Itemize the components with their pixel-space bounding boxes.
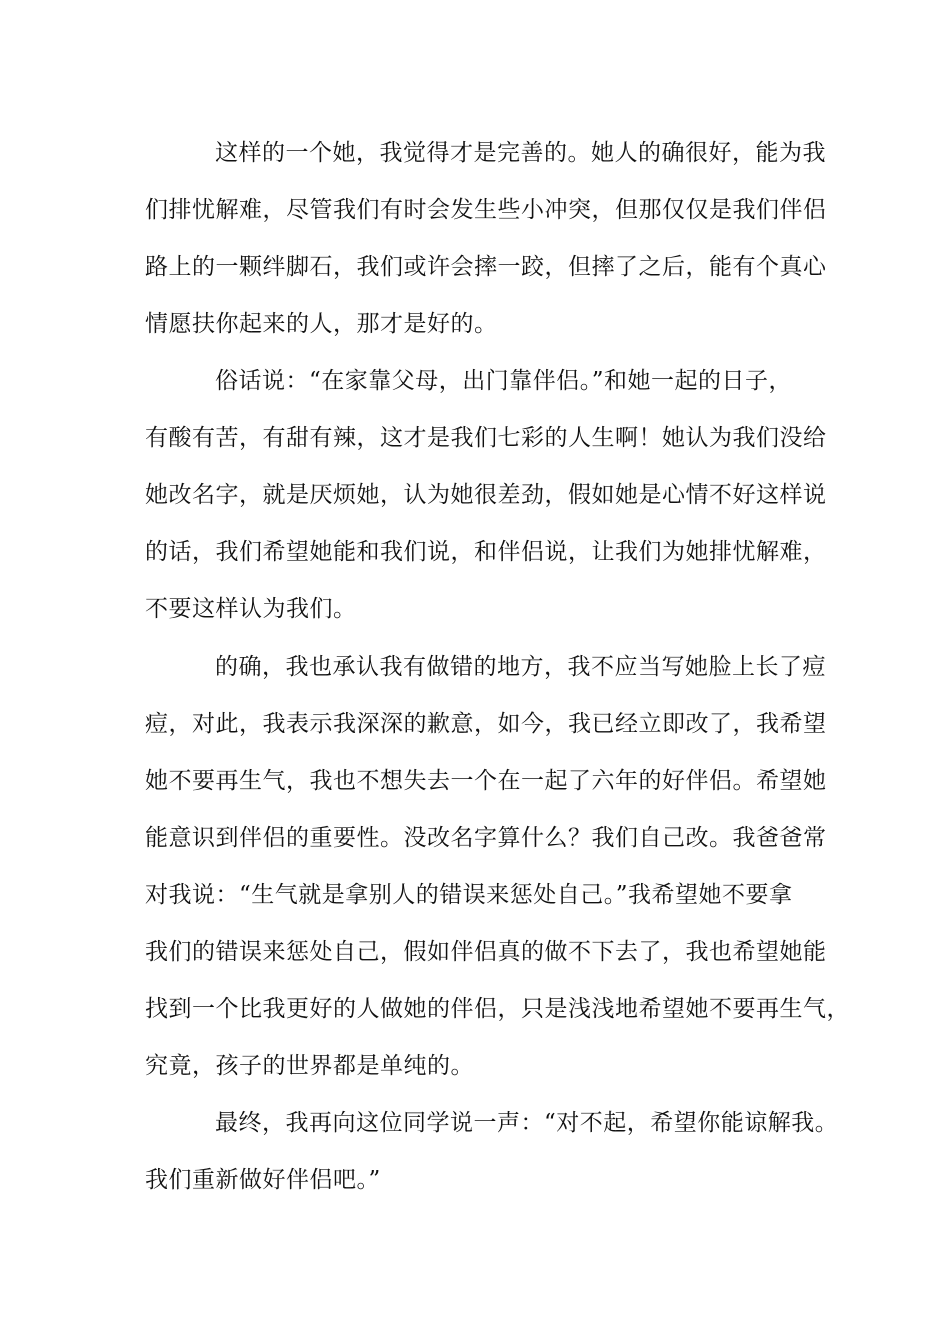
- text-line: 找到一个比我更好的人做她的伴侣，只是浅浅地希望她不要再生气，: [145, 996, 850, 1022]
- text-line: 她不要再生气，我也不想失去一个在一起了六年的好伴侣。希望她: [145, 768, 827, 794]
- text-line: 有酸有苦，有甜有辣，这才是我们七彩的人生啊！她认为我们没给: [145, 425, 827, 451]
- text-line: 的确，我也承认我有做错的地方，我不应当写她脸上长了痘: [215, 654, 826, 680]
- text-line: 痘，对此，我表示我深深的歉意，如今，我已经立即改了，我希望: [145, 711, 827, 737]
- text-line: 我们重新做好伴侣吧。”: [145, 1167, 381, 1193]
- text-line: 俗话说：“在家靠父母，出门靠伴侣。”和她一起的日子，: [215, 368, 793, 394]
- text-line: 的话，我们希望她能和我们说，和伴侣说，让我们为她排忧解难，: [145, 539, 827, 565]
- text-line: 们排忧解难，尽管我们有时会发生些小冲突，但那仅仅是我们伴侣: [145, 197, 827, 223]
- text-line: 她改名字，就是厌烦她，认为她很差劲，假如她是心情不好这样说: [145, 482, 827, 508]
- text-line: 路上的一颗绊脚石，我们或许会摔一跤，但摔了之后，能有个真心: [145, 254, 827, 280]
- text-line: 不要这样认为我们。: [145, 596, 357, 622]
- text-line: 我们的错误来惩处自己，假如伴侣真的做不下去了，我也希望她能: [145, 939, 827, 965]
- text-line: 最终，我再向这位同学说一声：“对不起，希望你能谅解我。: [215, 1110, 839, 1136]
- text-line: 这样的一个她，我觉得才是完善的。她人的确很好，能为我: [215, 140, 826, 166]
- text-line: 究竟，孩子的世界都是单纯的。: [145, 1053, 474, 1079]
- text-line: 情愿扶你起来的人，那才是好的。: [145, 311, 498, 337]
- text-line: 对我说：“生气就是拿别人的错误来惩处自己。”我希望她不要拿: [145, 882, 793, 908]
- text-line: 能意识到伴侣的重要性。没改名字算什么？我们自己改。我爸爸常: [145, 825, 827, 851]
